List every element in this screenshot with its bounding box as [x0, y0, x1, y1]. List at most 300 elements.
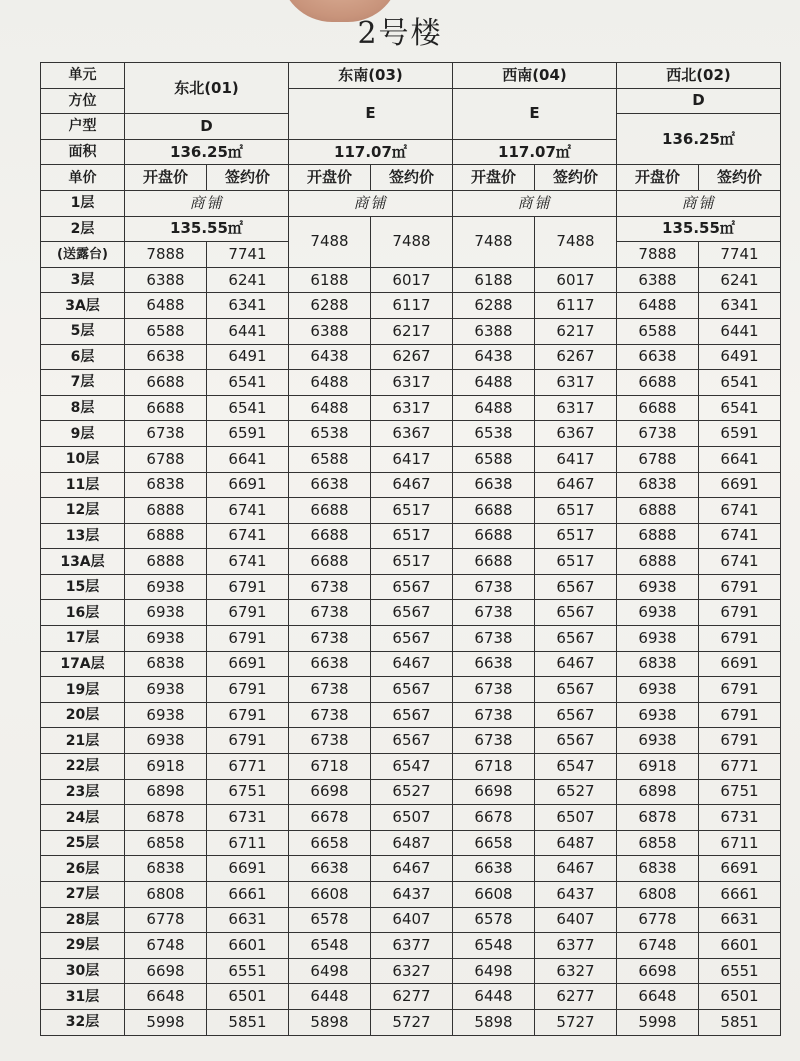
price-cell: 6791 [699, 600, 781, 626]
floor-label: 15层 [41, 574, 125, 600]
price-cell: 6017 [371, 267, 453, 293]
shop-cell: 商铺 [289, 190, 453, 216]
price-cell: 6317 [371, 370, 453, 396]
price-cell: 6388 [453, 318, 535, 344]
price-table-container [40, 62, 780, 1036]
price-cell: 6688 [125, 370, 207, 396]
price-cell: 6688 [617, 395, 699, 421]
price-cell: 6898 [617, 779, 699, 805]
header-row-price [41, 165, 781, 191]
price-cell: 6288 [453, 293, 535, 319]
price-cell: 6741 [207, 549, 289, 575]
price-cell: 6241 [207, 267, 289, 293]
price-cell: 6467 [535, 651, 617, 677]
floor-row [41, 344, 781, 370]
price-cell: 6638 [453, 856, 535, 882]
price-cell: 6738 [453, 600, 535, 626]
price-cell: 6487 [535, 830, 617, 856]
price-cell: 6517 [371, 498, 453, 524]
price-cell: 6738 [617, 421, 699, 447]
price-cell: 6288 [289, 293, 371, 319]
floor-label: 3A层 [41, 293, 125, 319]
price-cell: 6588 [289, 446, 371, 472]
floor-label: 3层 [41, 267, 125, 293]
price-cell: 6567 [371, 600, 453, 626]
price-cell: 6748 [125, 933, 207, 959]
floor-label: 19层 [41, 677, 125, 703]
floor-label-terrace: (送露台) [41, 242, 125, 268]
price-cell: 7488 [453, 216, 535, 267]
price-cell: 6738 [289, 702, 371, 728]
price-cell: 6638 [453, 651, 535, 677]
floor-row [41, 318, 781, 344]
price-cell: 6938 [125, 702, 207, 728]
price-cell: 6437 [371, 882, 453, 908]
price-cell: 6407 [535, 907, 617, 933]
open-price-header: 开盘价 [453, 165, 535, 191]
price-cell: 6567 [535, 728, 617, 754]
price-cell: 6791 [699, 702, 781, 728]
floor-label: 27层 [41, 882, 125, 908]
floor-row [41, 1009, 781, 1035]
price-cell: 6791 [207, 728, 289, 754]
price-cell: 6491 [207, 344, 289, 370]
floor-label: 17A层 [41, 651, 125, 677]
floor-label: 20层 [41, 702, 125, 728]
price-cell: 6658 [453, 830, 535, 856]
price-cell: 6188 [289, 267, 371, 293]
floor-row [41, 702, 781, 728]
price-cell: 6488 [289, 370, 371, 396]
price-cell: 6567 [535, 626, 617, 652]
price-cell: 6541 [207, 370, 289, 396]
price-cell: 6507 [371, 805, 453, 831]
price-cell: 6888 [125, 523, 207, 549]
shop-cell: 商铺 [617, 190, 781, 216]
floor-row-1 [41, 190, 781, 216]
floor-row-2a [41, 216, 781, 242]
price-cell: 6738 [289, 600, 371, 626]
floor-row [41, 933, 781, 959]
price-cell: 6277 [535, 984, 617, 1010]
price-cell: 6691 [699, 856, 781, 882]
price-cell: 6327 [535, 958, 617, 984]
price-cell: 6588 [453, 446, 535, 472]
price-cell: 6541 [699, 370, 781, 396]
price-cell: 6567 [535, 574, 617, 600]
price-cell: 6377 [535, 933, 617, 959]
price-cell: 5898 [453, 1009, 535, 1035]
price-cell: 7888 [125, 242, 207, 268]
price-cell: 6488 [125, 293, 207, 319]
signed-price-header: 签约价 [699, 165, 781, 191]
price-cell: 6748 [617, 933, 699, 959]
price-cell: 6567 [371, 702, 453, 728]
floor-label: 2层 [41, 216, 125, 242]
price-cell: 6731 [699, 805, 781, 831]
price-cell: 6441 [207, 318, 289, 344]
unit-area-3: 117.07㎡ [453, 139, 617, 165]
floor-row [41, 651, 781, 677]
price-cell: 6791 [207, 574, 289, 600]
price-cell: 6317 [371, 395, 453, 421]
unit-name-3: 西南(04) [453, 63, 617, 89]
price-cell: 6808 [125, 882, 207, 908]
price-cell: 6117 [535, 293, 617, 319]
floor-row [41, 984, 781, 1010]
price-cell: 6547 [371, 754, 453, 780]
floor-row [41, 754, 781, 780]
price-cell: 6547 [535, 754, 617, 780]
price-cell: 6501 [699, 984, 781, 1010]
price-cell: 6888 [125, 549, 207, 575]
price-cell: 6341 [699, 293, 781, 319]
price-cell: 6658 [289, 830, 371, 856]
price-cell: 6438 [453, 344, 535, 370]
price-cell: 6738 [125, 421, 207, 447]
price-cell: 6938 [617, 600, 699, 626]
price-cell: 6938 [125, 600, 207, 626]
price-cell: 6878 [617, 805, 699, 831]
price-cell: 6688 [453, 498, 535, 524]
price-cell: 6791 [207, 702, 289, 728]
price-cell: 6788 [617, 446, 699, 472]
price-cell: 6567 [371, 677, 453, 703]
price-cell: 6838 [617, 651, 699, 677]
floor-row [41, 856, 781, 882]
price-cell: 6691 [207, 472, 289, 498]
price-cell: 6641 [699, 446, 781, 472]
unit-area-4: 136.25㎡ [617, 114, 781, 165]
price-cell: 6731 [207, 805, 289, 831]
floor-row [41, 395, 781, 421]
price-cell: 6467 [371, 651, 453, 677]
floor-row [41, 600, 781, 626]
price-cell: 6791 [699, 728, 781, 754]
price-cell: 6888 [617, 498, 699, 524]
unit-type-1: D [125, 114, 289, 140]
price-cell: 6407 [371, 907, 453, 933]
price-cell: 6661 [207, 882, 289, 908]
price-cell: 6938 [617, 728, 699, 754]
price-cell: 6741 [207, 498, 289, 524]
price-cell: 6538 [453, 421, 535, 447]
price-cell: 6578 [289, 907, 371, 933]
price-cell: 6441 [699, 318, 781, 344]
unit-name-1: 东北(01) [125, 63, 289, 114]
price-cell: 6741 [699, 523, 781, 549]
price-cell: 6778 [125, 907, 207, 933]
price-cell: 6638 [125, 344, 207, 370]
price-cell: 6678 [289, 805, 371, 831]
price-cell: 6527 [371, 779, 453, 805]
price-cell: 6738 [453, 702, 535, 728]
price-cell: 6267 [371, 344, 453, 370]
price-cell: 6548 [453, 933, 535, 959]
price-cell: 6591 [207, 421, 289, 447]
price-cell: 6567 [535, 600, 617, 626]
price-cell: 6567 [535, 702, 617, 728]
price-cell: 6448 [289, 984, 371, 1010]
floor-label: 13层 [41, 523, 125, 549]
floor-row [41, 523, 781, 549]
page-title: 2号楼 [357, 16, 443, 51]
price-cell: 6738 [453, 574, 535, 600]
floor2-area-4: 135.55㎡ [617, 216, 781, 242]
row-label-type: 户型 [41, 114, 125, 140]
price-cell: 6608 [289, 882, 371, 908]
floor-row [41, 267, 781, 293]
price-cell: 6938 [125, 626, 207, 652]
unit-name-4: 西北(02) [617, 63, 781, 89]
price-cell: 6017 [535, 267, 617, 293]
price-cell: 5998 [617, 1009, 699, 1035]
price-cell: 6838 [125, 472, 207, 498]
price-cell: 6448 [453, 984, 535, 1010]
price-cell: 6888 [617, 549, 699, 575]
floor-row [41, 728, 781, 754]
floor-label: 22层 [41, 754, 125, 780]
price-cell: 6567 [371, 626, 453, 652]
price-cell: 6718 [453, 754, 535, 780]
price-cell: 6738 [289, 626, 371, 652]
price-cell: 6688 [125, 395, 207, 421]
price-cell: 6711 [207, 830, 289, 856]
floor-row [41, 498, 781, 524]
price-cell: 6938 [125, 574, 207, 600]
floor-row [41, 779, 781, 805]
price-cell: 6488 [453, 395, 535, 421]
price-cell: 6487 [371, 830, 453, 856]
price-cell: 6938 [617, 677, 699, 703]
price-cell: 6567 [371, 728, 453, 754]
open-price-header: 开盘价 [125, 165, 207, 191]
price-cell: 7888 [617, 242, 699, 268]
floor-label: 24层 [41, 805, 125, 831]
price-cell: 6898 [125, 779, 207, 805]
price-cell: 6517 [371, 549, 453, 575]
floor-row [41, 677, 781, 703]
price-cell: 6541 [207, 395, 289, 421]
price-cell: 6738 [453, 626, 535, 652]
price-cell: 6467 [371, 856, 453, 882]
price-cell: 6567 [371, 574, 453, 600]
price-cell: 6591 [699, 421, 781, 447]
unit-type-2: E [289, 88, 453, 139]
floor-label: 16层 [41, 600, 125, 626]
price-cell: 5851 [207, 1009, 289, 1035]
floor-label: 21层 [41, 728, 125, 754]
price-cell: 6688 [617, 370, 699, 396]
price-cell: 6467 [535, 856, 617, 882]
price-cell: 6638 [289, 472, 371, 498]
unit-type-4: D [617, 88, 781, 114]
price-cell: 6241 [699, 267, 781, 293]
price-cell: 6791 [207, 600, 289, 626]
price-cell: 6691 [207, 856, 289, 882]
row-label-price: 单价 [41, 165, 125, 191]
price-cell: 6741 [699, 549, 781, 575]
floor-label: 25层 [41, 830, 125, 856]
price-cell: 6691 [699, 472, 781, 498]
price-cell: 6838 [617, 472, 699, 498]
price-table [40, 62, 781, 1036]
price-cell: 6567 [535, 677, 617, 703]
floor-label: 31层 [41, 984, 125, 1010]
row-label-orientation: 方位 [41, 88, 125, 114]
price-cell: 6688 [289, 523, 371, 549]
row-label-area: 面积 [41, 139, 125, 165]
unit-area-2: 117.07㎡ [289, 139, 453, 165]
open-price-header: 开盘价 [289, 165, 371, 191]
price-cell: 6698 [453, 779, 535, 805]
price-cell: 7488 [289, 216, 371, 267]
price-cell: 7488 [371, 216, 453, 267]
price-cell: 6661 [699, 882, 781, 908]
price-cell: 6718 [289, 754, 371, 780]
price-cell: 6698 [289, 779, 371, 805]
price-cell: 6691 [699, 651, 781, 677]
price-cell: 6488 [289, 395, 371, 421]
price-cell: 6938 [617, 626, 699, 652]
price-cell: 6117 [371, 293, 453, 319]
price-cell: 7741 [207, 242, 289, 268]
shop-cell: 商铺 [125, 190, 289, 216]
price-cell: 6838 [125, 856, 207, 882]
price-cell: 6918 [617, 754, 699, 780]
price-cell: 6788 [125, 446, 207, 472]
price-cell: 6771 [699, 754, 781, 780]
price-cell: 6437 [535, 882, 617, 908]
price-cell: 6267 [535, 344, 617, 370]
floor-row [41, 805, 781, 831]
price-cell: 6741 [207, 523, 289, 549]
price-cell: 6638 [289, 651, 371, 677]
price-cell: 6377 [371, 933, 453, 959]
floor-label: 23层 [41, 779, 125, 805]
price-cell: 6341 [207, 293, 289, 319]
price-cell: 6608 [453, 882, 535, 908]
price-cell: 6888 [617, 523, 699, 549]
price-cell: 6538 [289, 421, 371, 447]
price-cell: 6938 [617, 574, 699, 600]
price-cell: 6588 [617, 318, 699, 344]
price-cell: 6688 [289, 498, 371, 524]
floor-label: 9层 [41, 421, 125, 447]
price-cell: 6498 [289, 958, 371, 984]
price-cell: 6918 [125, 754, 207, 780]
price-cell: 6551 [699, 958, 781, 984]
floor-label: 26层 [41, 856, 125, 882]
floor-row [41, 549, 781, 575]
floor-row [41, 626, 781, 652]
unit-type-3: E [453, 88, 617, 139]
floor-label: 8层 [41, 395, 125, 421]
floor-row [41, 370, 781, 396]
price-cell: 6878 [125, 805, 207, 831]
price-cell: 6648 [617, 984, 699, 1010]
price-cell: 6367 [535, 421, 617, 447]
price-cell: 6501 [207, 984, 289, 1010]
floor-label: 1层 [41, 190, 125, 216]
price-cell: 6277 [371, 984, 453, 1010]
floor-row [41, 574, 781, 600]
price-cell: 6751 [207, 779, 289, 805]
price-cell: 6838 [617, 856, 699, 882]
floor-label: 12层 [41, 498, 125, 524]
price-cell: 7488 [535, 216, 617, 267]
price-cell: 6858 [125, 830, 207, 856]
price-cell: 6888 [125, 498, 207, 524]
price-cell: 6631 [207, 907, 289, 933]
price-cell: 6578 [453, 907, 535, 933]
price-cell: 6791 [699, 574, 781, 600]
floor-label: 11层 [41, 472, 125, 498]
floor-label: 29层 [41, 933, 125, 959]
price-cell: 6698 [125, 958, 207, 984]
price-cell: 6751 [699, 779, 781, 805]
price-cell: 6688 [453, 549, 535, 575]
price-cell: 6648 [125, 984, 207, 1010]
price-cell: 6551 [207, 958, 289, 984]
price-cell: 6638 [453, 472, 535, 498]
price-cell: 6771 [207, 754, 289, 780]
price-cell: 6601 [207, 933, 289, 959]
price-cell: 6367 [371, 421, 453, 447]
floor-row [41, 421, 781, 447]
floor-label: 32层 [41, 1009, 125, 1035]
price-cell: 6388 [289, 318, 371, 344]
price-cell: 6938 [125, 728, 207, 754]
price-cell: 6517 [535, 523, 617, 549]
price-cell: 6738 [289, 677, 371, 703]
floor-row [41, 293, 781, 319]
floor-label: 30层 [41, 958, 125, 984]
price-cell: 6858 [617, 830, 699, 856]
price-cell: 6438 [289, 344, 371, 370]
floor2-area-1: 135.55㎡ [125, 216, 289, 242]
price-cell: 6488 [617, 293, 699, 319]
price-cell: 6738 [453, 677, 535, 703]
price-cell: 6507 [535, 805, 617, 831]
floor-row [41, 882, 781, 908]
price-cell: 6467 [371, 472, 453, 498]
price-cell: 6678 [453, 805, 535, 831]
floor-row [41, 472, 781, 498]
price-cell: 6588 [125, 318, 207, 344]
price-cell: 6688 [453, 523, 535, 549]
price-cell: 6738 [289, 728, 371, 754]
price-cell: 6778 [617, 907, 699, 933]
unit-area-1: 136.25㎡ [125, 139, 289, 165]
floor-label: 6层 [41, 344, 125, 370]
price-cell: 6638 [617, 344, 699, 370]
price-cell: 6491 [699, 344, 781, 370]
price-cell: 6738 [289, 574, 371, 600]
price-cell: 6527 [535, 779, 617, 805]
price-cell: 6548 [289, 933, 371, 959]
price-cell: 6467 [535, 472, 617, 498]
signed-price-header: 签约价 [535, 165, 617, 191]
price-cell: 6741 [699, 498, 781, 524]
price-cell: 6517 [371, 523, 453, 549]
floor-row [41, 446, 781, 472]
price-cell: 6417 [535, 446, 617, 472]
floor-label: 10层 [41, 446, 125, 472]
price-cell: 6517 [535, 549, 617, 575]
price-cell: 6808 [617, 882, 699, 908]
price-cell: 6417 [371, 446, 453, 472]
